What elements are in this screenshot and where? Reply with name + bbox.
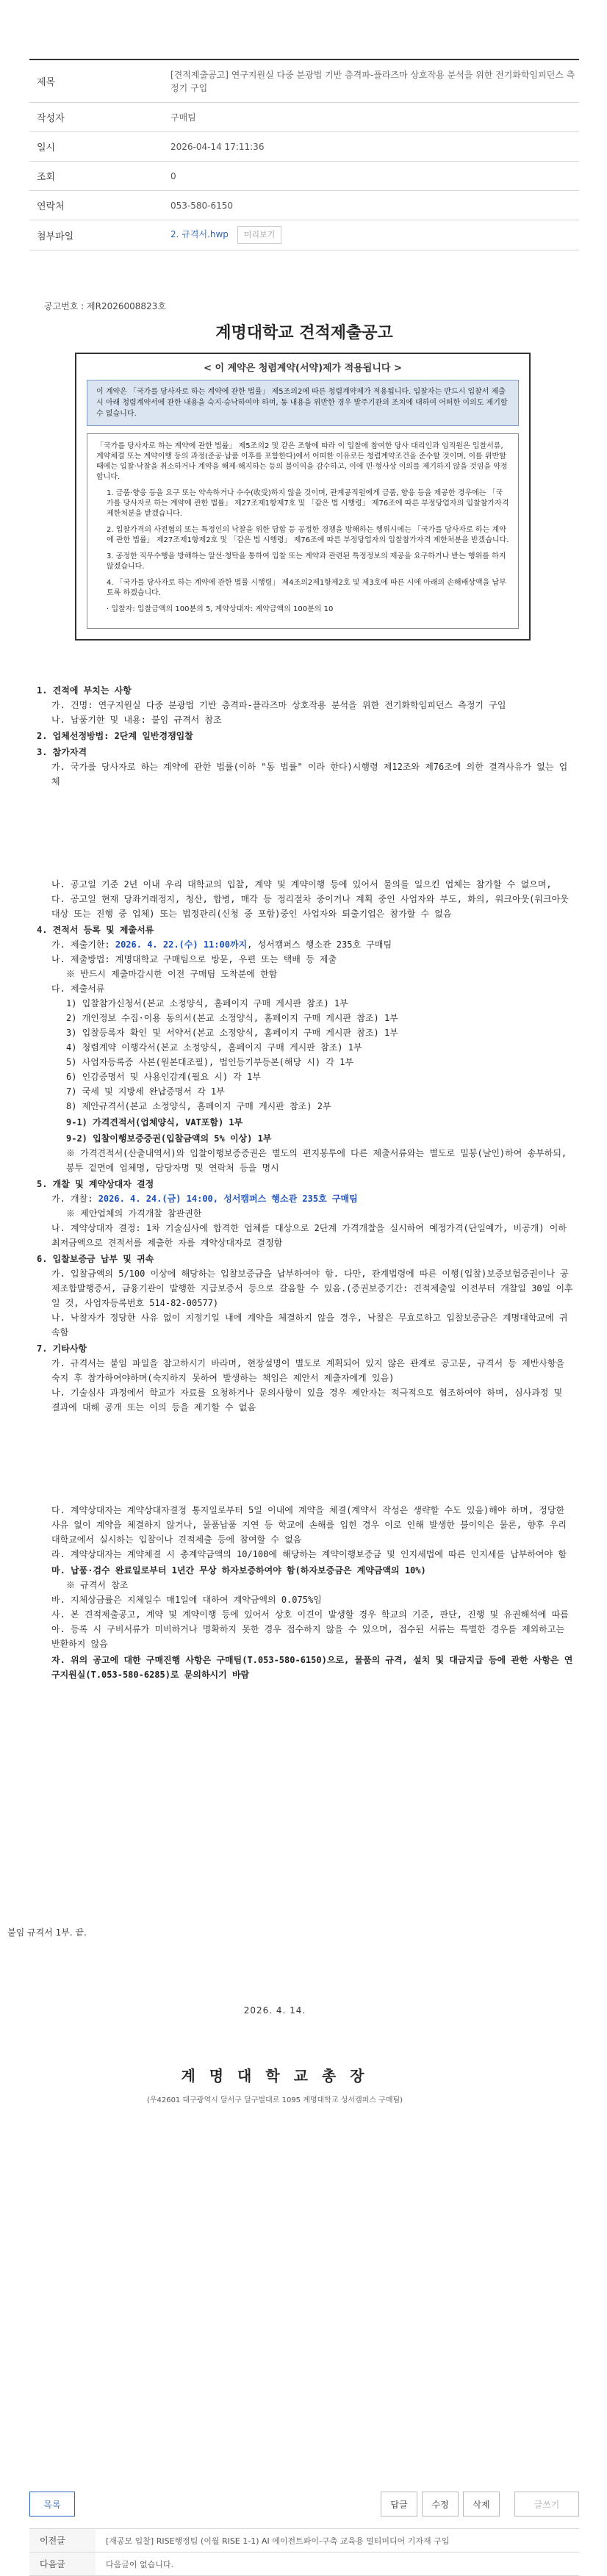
attachment-link[interactable]: 2. 규격서.hwp [170,229,229,239]
integrity-box-title: < 이 계약은 청렴계약(서약)제가 적용됩니다 > [204,363,402,374]
notice-date: 2026. 4. 14. [243,2005,306,2016]
opening-prefix: 가. 개찰: [51,1194,98,1204]
integrity-rule-item: 2. 입찰가격의 사전협의 또는 특정인의 낙찰을 위한 담합 등 공정한 경쟁을 방해하는 행위시에는 「국가를 당사자로 하는 계약에 관한 법률」 제27조제1항제2호 및 「같은 법 시행령」 제76조에 따른 부정당업자의 입찰참가자격 제한처분을 받겠습니다. [107,526,509,544]
body-line: 다. 제출서류 [51,984,105,994]
body-note: ※ 반드시 제출마감시한 이전 구매팀 도착분에 한함 [66,969,278,979]
meta-row-contact [29,191,579,220]
body-line: 나. 납품기한 및 내용: 붙임 규격서 참조 [51,715,222,725]
attachment-note: 붙임 규격서 1부. 끝. [7,1927,87,1938]
next-post-label: 다음글 [29,2552,96,2575]
meta-views-label: 조회 [37,172,56,183]
body-line: 나. 낙찰자가 정당한 사유 없이 지정기일 내에 계약을 체결하지 않을 경우, 낙찰은 무효로하고 입찰보증금은 계명대학교에 귀속함 [51,1313,568,1338]
doc-item: 8) 제안규격서(본교 소정양식, 홈페이지 구매 게시판 참조) 2부 [66,1101,331,1111]
prev-post-label: 이전글 [29,2529,96,2552]
body-note: ※ 가격견적서(산출내역서)와 입찰이행보증증권은 별도의 편지봉투에 다른 제출서류와는 별도로 밀봉(날인)하여 송부하되, 봉투 겉면에 업체명, 담당자명 및 연락처 등을 명시 [66,1148,572,1173]
section-heading: 5. 개찰 및 계약상대자 결정 [37,1179,154,1189]
body-line: 자. 위의 공고에 대한 구매진행 사항은 구매팀(T.053-580-6150)으로, 물품의 규격, 설치 및 대금지급 등에 관한 사항은 연구지원실(T.053-580-6285)로 문의하시기 바람 [51,1655,573,1680]
deadline-prefix: 가. 제출기한: [51,939,115,950]
prev-post-link[interactable]: [재공모 입찰] RISE행정팀 (이월 RISE 1-1) AI 에이전트파이-구축 교육용 멀티미디어 기자재 구입 [106,2536,450,2546]
preview-button[interactable]: 미리보기 [237,226,282,244]
doc-item: 6) 인감증명서 및 사용인감계(필요 시) 각 1부 [66,1072,261,1082]
post-meta-table [29,59,579,250]
body-line: 가. 국가를 당사자로 하는 계약에 관한 법률(이하 "동 법률" 이라 한다)시행령 제12조와 제76조에 의한 결격사유가 없는 업체 [51,762,568,787]
delete-button[interactable]: 삭제 [463,2492,500,2517]
meta-attach-label: 첨부파일 [37,231,74,242]
body-line: 나. 제출방법: 계명대학교 구매팀으로 방문, 우편 또는 택배 등 제출 [51,954,337,964]
doc-item: 7) 국세 및 지방세 완납증명서 각 1부 [66,1086,225,1097]
meta-date-value: 2026-04-14 17:11:36 [170,141,265,152]
section-heading: 4. 견적서 등록 및 제출서류 [37,925,154,935]
next-post-row [29,2552,579,2576]
body-line: 바. 지체상금률은 지체일수 매1일에 대하여 계약금액의 0.075%임 [51,1595,322,1605]
doc-item: 9-1) 가격견적서(업체양식, VAT포함) 1부 [66,1117,243,1128]
meta-date-label: 일시 [37,142,56,154]
body-line: 가. 규격서는 붙임 파일을 참고하시기 바라며, 현장설명이 별도로 계획되어 있지 않은 관계로 공고문, 규격서 등 제반사항을 숙지 후 참가하여야하며(숙지하지 못하여 발생하는 책임은 제안서 제출자에게 있음) [51,1358,570,1383]
signer-address: (우42601 대구광역시 달서구 달구벌대로 1095 계명대학교 성서캠퍼스 구매팀) [146,2096,403,2104]
body-line: 다. 계약상대자는 계약상대자결정 통지일로부터 5일 이내에 계약을 체결(계약서 작성은 생략할 수도 있음)해야 하며, 정당한 사유 없이 계약을 체결하지 않거나, 물품납품 지연 등 학교에 손해를 입힌 경우 이로 인해 발생한 불이익은 물론, 향후 우리 대학교에서 실시하는 입찰이나 견적제출 등에 참여할 수 없음 [51,1505,572,1545]
prev-post-row[interactable] [29,2529,579,2552]
body-line-deadline [37,937,573,952]
meta-views-value: 0 [170,170,176,181]
body-line: 다. 공고일 현재 당좌거래정지, 청산, 합병, 매각 등 정리절차 중이거나 계획 중인 사업자와 부도, 화의, 워크아웃(워크아웃 대상 또는 진행 중 업체) 또는 법정관리(신청 중 포함)중인 사업자와 퇴출기업은 참가할 수 없음 [51,894,575,919]
meta-row-date [29,132,579,162]
integrity-summary: 이 계약은 「국가를 당사자로 하는 계약에 관한 법률」 제5조의2에 따른 청렴계약제가 적용됩니다. 입찰자는 반드시 입찰서 제출시 아래 청렴계약서에 관한 내용을 숙지·승낙하여야 하며, 동 내용을 위반한 경우 발주기관의 조치에 대하여 어떠한 이의도 제기할 수 없습니다. [87,380,519,426]
body-line: 나. 기술심사 과정에서 학교가 자료를 요청하거나 문의사항이 있을 경우 제안자는 적극적으로 협조하여야 하며, 심사과정 및 결과에 대해 공개 또는 이의 등을 제기할 수 없음 [51,1388,568,1413]
meta-title-value: [견적제출공고] 연구지원실 다중 분광법 기반 층격파-플라즈마 상호작용 분석을 위한 전기화학임피던스 측정기 구입 [170,69,575,93]
meta-row-title [29,60,579,103]
meta-contact-value: 053-580-6150 [170,200,234,211]
meta-author-label: 작성자 [37,113,65,124]
section-heading: 1. 견적에 부치는 사항 [37,685,132,696]
doc-item: 4) 청렴계약 이행각서(본교 소정양식, 홈페이지 구매 게시판 참조) 1부 [66,1042,362,1053]
meta-author-value: 구매팀 [170,112,196,123]
doc-item: 1) 입찰참가신청서(본교 소정양식, 홈페이지 구매 게시판 참조) 1부 [66,998,348,1009]
integrity-rules [87,433,519,629]
doc-item: 5) 사업자등록증 사본(원본대조필), 법인등기부등본(해당 시) 각 1부 [66,1057,353,1067]
body-note: ※ 제안업체의 가격개찰 참관권한 [66,1208,202,1219]
write-button[interactable]: 글쓰기 [514,2492,579,2517]
opening-highlight: 2026. 4. 24.(금) 14:00, 성서캠퍼스 행소관 235호 구매팀 [98,1194,358,1204]
deadline-highlight: 2026. 4. 22.(수) 11:00까지 [115,939,248,950]
integrity-rule-intro: 「국가를 당사자로 하는 계약에 관한 법률」 제5조의2 및 같은 조항에 따라 이 입찰에 참여한 당사 대리인과 임직원은 입찰서류, 계약체결 또는 계약이행 등의 과정(준공·납품 이후를 포함한다)에서 어떠한 이유로든 청렴계약조건을 준수할 것이며, 이를 위반할 때에는 입찰·낙찰을 취소하거나 계약을 해제·해지하는 등의 불이익을 감수하고, 이에 민·형사상 이의를 제기하지 않을 것임을 약정합니다. [96,442,508,481]
notice-title: 계명대학교 견적제출공고 [215,324,393,342]
doc-item: 3) 입찰등록자 확인 및 서약서(본교 소정양식, 홈페이지 구매 게시판 참조) 1부 [66,1028,398,1038]
reply-button[interactable]: 답글 [381,2492,417,2517]
integrity-rule-item: · 입찰자: 입찰금액의 100분의 5, 계약상대자: 계약금액의 100분의 10 [107,605,334,613]
meta-title-label: 제목 [37,77,56,88]
integrity-rule-item: 4. 「국가를 당사자로 하는 계약에 관한 법률 시행령」 제4조의2제1항제2호 및 제3호에 따른 시에 아래의 손해배상액을 납부토록 하겠습니다. [107,579,506,597]
body-line: 아. 등록 시 구비서류가 미비하거나 명확하지 못한 경우 접수하지 않을 수 있으며, 접수된 서류는 특별한 경우를 제외하고는 반환하지 않음 [51,1624,570,1649]
body-note: ※ 규격서 참조 [66,1580,129,1590]
edit-button[interactable]: 수정 [422,2492,459,2517]
meta-contact-label: 연락처 [37,201,65,212]
body-line: 나. 공고일 기준 2년 이내 우리 대학교의 입찰, 계약 및 계약이행 등에 있어서 물의를 일으킨 업체는 참가할 수 없으며, [51,879,552,890]
integrity-rule-item: 1. 금품·향응 등을 요구 또는 약속하거나 수수(收受)하지 않을 것이며, 관계공직원에게 금품, 향응 등을 제공한 경우에는 「국가를 당사자로 하는 계약에 관한 법률」 제27조제1항제7호 및 「같은 법 시행령」 제76조에 따른 부정당업자의 입찰참가자격 제한처분을 받겠습니다. [107,489,509,518]
next-post-value: 다음글이 없습니다. [106,2559,174,2569]
notice-number: 공고번호 : 제R2026008823호 [44,301,166,311]
section-heading: 3. 참가자격 [37,747,87,757]
section-heading: 2. 업체선정방법: 2단계 일반경쟁입찰 [37,731,193,741]
section-heading: 6. 입찰보증금 납부 및 귀속 [37,1254,154,1264]
list-button[interactable]: 목록 [29,2492,75,2517]
section-heading: 7. 기타사항 [37,1343,87,1354]
deadline-suffix: , 성서캠퍼스 행소관 235호 구매팀 [247,939,392,950]
body-line: 사. 본 견적제출공고, 계약 및 계약이행 등에 있어서 상호 이견이 발생할 경우 학교의 기준, 판단, 진행 및 유권해석에 따름 [51,1609,569,1620]
doc-item: 2) 개인정보 수집·이용 동의서(본교 소정양식, 홈페이지 구매 게시판 참조) 1부 [66,1013,398,1023]
body-line-opening [37,1191,573,1206]
body-line: 가. 건명: 연구지원실 다중 분광법 기반 층격파-플라즈마 상호작용 분석을 위한 전기화학임피던스 측정기 구입 [51,700,506,710]
meta-row-views [29,162,579,191]
post-navigation [29,2528,579,2576]
integrity-rule-item: 3. 공정한 직무수행을 방해하는 알선·청탁을 통하여 입찰 또는 계약과 관련된 특정정보의 제공을 요구하거나 받는 행위를 하지 않겠습니다. [107,552,506,571]
body-line: 가. 입찰금액의 5/100 이상에 해당하는 입찰보증금을 납부하여야 함. 다만, 관계법령에 따른 이행(입찰)보증보험증권이나 공제조합발행증서, 금융기관이 발행한 지급보증서 등으로 갈음할 수 있음.(증권보증기간: 견적제출일 이전부터 개찰일 30일 이후일 것, 사업자등록번호 514-82-00577) [51,1269,573,1308]
meta-row-attachment [29,220,579,250]
signer-name: 계 명 대 학 교 총 장 [181,2067,369,2085]
body-line: 나. 계약상대자 결정: 1차 기술심사에 합격한 업체를 대상으로 2단계 가격개찰을 실시하여 예정가격(단일예가, 비공개) 이하 최저금액으로 견적서를 제출한 자를 계약상대자로 결정함 [51,1223,572,1248]
body-line: 라. 계약상대자는 계약체결 시 총계약금액의 10/100에 해당하는 계약이행보증금 및 인지세법에 따른 인지세를 납부하여야 함 [51,1549,567,1559]
doc-item: 9-2) 입찰이행보증증권(입찰금액의 5% 이상) 1부 [66,1133,272,1144]
body-line: 마. 납품·검수 완료일로부터 1년간 무상 하자보증하여야 함(하자보증금은 계약금액의 10%) [51,1565,426,1576]
meta-attach-value [170,220,579,250]
meta-row-author [29,103,579,132]
notice-body [37,682,573,1682]
integrity-contract-box [75,353,531,641]
